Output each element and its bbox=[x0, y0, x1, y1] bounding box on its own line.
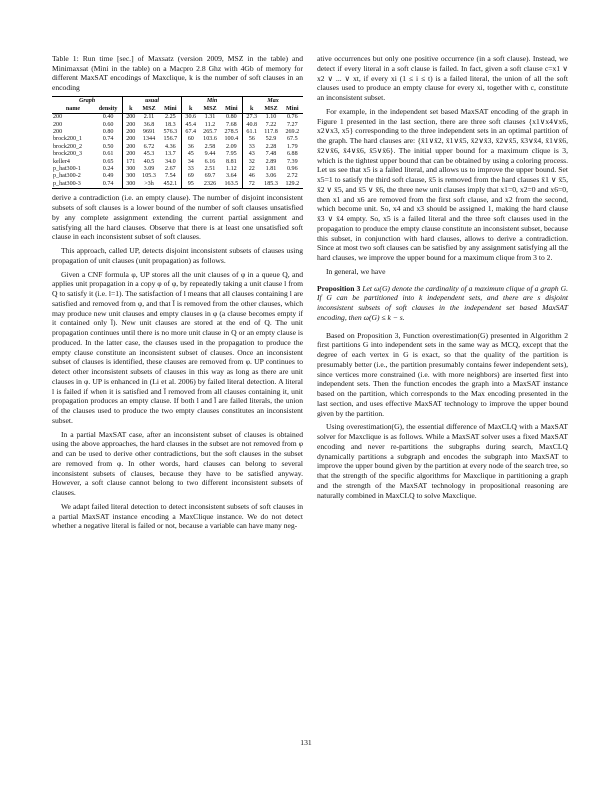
table-cell: 11.2 bbox=[204, 121, 216, 128]
table-cell: 36.8 bbox=[143, 121, 155, 128]
table-cell: 7.48 bbox=[265, 151, 277, 158]
table-cell: 278.5 bbox=[221, 129, 243, 136]
group-min: Min bbox=[182, 97, 243, 106]
table-cell: 200 bbox=[126, 143, 136, 150]
left-body-text bbox=[52, 193, 303, 531]
table-cell: 2.72 bbox=[286, 173, 298, 180]
table-cell: 0.96 bbox=[286, 166, 298, 173]
table-cell: 0.80 bbox=[221, 114, 243, 122]
table-cell: 1.12 bbox=[221, 166, 243, 173]
table-cell: 0.50 bbox=[94, 144, 123, 151]
table-cell: 163.5 bbox=[221, 181, 243, 189]
table-row bbox=[52, 129, 303, 136]
table-caption: Table 1: Run time [sec.] of Maxsatz (version 2009, MSZ in the table) and Minimaxsat (Mini in the table) on a Macpro 2.8 Ghz with 4Gb of memory for different MaxSAT encodings of Maxclique, k is the number of soft clauses in an encoding bbox=[52, 54, 303, 92]
table-cell: 7.54 bbox=[160, 173, 182, 180]
table-cell: 34 bbox=[187, 158, 194, 165]
table-cell: 27.3 bbox=[246, 114, 258, 121]
table-cell: 200 bbox=[53, 121, 63, 128]
table-cell: 300 bbox=[126, 173, 136, 180]
table-row bbox=[52, 122, 303, 129]
table-cell: 2326 bbox=[199, 181, 220, 189]
table-cell: p_hat300-2 bbox=[53, 173, 81, 180]
paragraph: In a partial MaxSAT case, after an inconsistent subset of clauses is obtained using the above approaches, the hard clauses in the subset are not removed from φ and can be used to derive other contradictions, but the soft clauses in the subset are removed from φ. In other words, hard clauses can belong to several inconsistent subsets of clauses, because they have to be satisfied anyway. However, a soft clause cannot belong to two different inconsistent subsets of clauses. bbox=[52, 429, 303, 497]
right-body-text bbox=[317, 54, 568, 277]
table-cell: 33 bbox=[248, 143, 255, 150]
table-cell: 40.5 bbox=[143, 158, 155, 165]
table-cell: 0.65 bbox=[94, 159, 123, 166]
table-cell: 1.31 bbox=[204, 114, 216, 121]
paragraph: For example, in the independent set based MaxSAT encoding of the graph in Figure 1 presented in the last section, there are three soft clauses {x1∨x4∨x6, x2∨x3, x5} corresponding to the three independent sets in an optimal partition of the graph. The hard clauses are: {x̄1∨x̄2, x̄1∨x̄5, x̄2∨x̄3, x̄2∨x̄5, x̄3∨x̄4, x̄1∨x̄6, x̄2∨x̄6, x̄4∨x̄6, x̄5∨x̄6}. The initial upper bound for a maximum clique is 3, which is the tightest upper bound that can be obtained by using a coloring process. Let us see that x5 is a failed literal, and allows us to improve the upper bound. Set x5=1 to satisfy the third soft clause, x̄5 is removed from the hard clauses x̄1 ∨ x̄5, x̄2 ∨ x̄5, and x̄5 ∨ x̄6, the three new unit clauses imply that x1=0, x2=0 and x6=0, then x1 and x6 are removed from the first soft clause, and x2 from the second, which become unit. So, x4 and x3 should be assigned 1, making the hard clause x̄3 ∨ x̄4 empty. So, x5 is a failed literal and the three soft clauses used in the propagation to produce the empty clause constitute an inconsistent subset, because this subset, in conjunction with hard clauses, allows to derive a contradiction. Since at most two soft clauses can be satisfied by any assignment satisfying all the hard clauses, we improve the upper bound for a maximum clique from 3 to 2. bbox=[317, 106, 568, 262]
col-msz: MSZ bbox=[260, 106, 281, 114]
table-cell: 300 bbox=[126, 166, 136, 173]
table-row bbox=[52, 144, 303, 151]
table-cell: 22 bbox=[248, 166, 255, 173]
table-cell: 4.36 bbox=[160, 144, 182, 151]
table-cell: 60 bbox=[187, 136, 194, 143]
table-cell: 1.79 bbox=[286, 143, 298, 150]
paragraph: Based on Proposition 3, Function overestimation(G) presented in Algorithm 2 first partitions G into independent sets in the same way as MCQ, except that the degree of each vertex in G is exact, so that the quality of the partition is presumably better (i.e., the partition presumably contains fewer independent sets), since vertices more constrained (i.e. with more neighbors) are inserted first into independent sets. Then the function encodes the graph into a MaxSAT instance based on the partition, which corresponds to the Max encoding presented in the last section, and uses effective MaxSAT technology to improve the upper bound given by the partition. bbox=[317, 330, 568, 418]
table-cell: 95 bbox=[182, 181, 200, 189]
table-cell: brock200_2 bbox=[53, 143, 83, 150]
col-density: density bbox=[94, 106, 123, 114]
table-cell: 2.25 bbox=[160, 114, 182, 122]
table-body bbox=[52, 114, 303, 189]
paragraph: Given a CNF formula φ, UP stores all the unit clauses of φ in a queue Q, and applies unit propagation in a copy φ of φ, by repeatedly taking a unit clause l from Q to satisfy it (i.e. l=1). The satisfaction of l means that all clauses containing l are satisfied and removed from φ, and that l̄ is removed from the other clauses, which may produce new unit clauses and empty clauses in φ (a clause becomes empty if it contained only l̄). New unit clauses are stored at the end of Q. The unit propagation continues until there is no more unit clause in Q or an empty clause is produced. In the latter case, the clauses used in the propagation to produce the empty clause constitute an inconsistent subset of clauses. Once an inconsistent subset of clauses is identified, these clauses are removed from φ. UP continues to detect other inconsistent subsets of clauses in this way as long as there are unit clauses in φ. UP is enhanced in (Li et al. 2006) by failed literal detection. A literal l is failed if when it is satisfied and l̄ removed from all clauses containing it, unit propagation produces an empty clause. If both l and l̄ are failed literals, the union of the clauses used to produce the two empty clauses constitutes an inconsistent subset. bbox=[52, 269, 303, 425]
table-cell: 0.24 bbox=[94, 166, 123, 173]
table-cell: p_hat300-3 bbox=[52, 181, 94, 189]
table-cell: keller4 bbox=[53, 158, 70, 165]
table-cell: 156.7 bbox=[160, 136, 182, 143]
table-cell: 9.44 bbox=[204, 151, 216, 158]
table-cell: 185.3 bbox=[260, 181, 281, 189]
table-cell: 6.88 bbox=[286, 151, 298, 158]
table-cell: 1.81 bbox=[265, 166, 277, 173]
results-table bbox=[52, 96, 303, 189]
group-max: Max bbox=[243, 97, 303, 106]
paragraph: In general, we have bbox=[326, 266, 386, 276]
right-column bbox=[317, 54, 568, 504]
table-cell: 0.74 bbox=[94, 136, 123, 143]
table-cell: 200 bbox=[126, 114, 136, 121]
table-cell: 61.1 bbox=[246, 129, 258, 135]
table-cell: 52.9 bbox=[265, 136, 277, 143]
col-msz: MSZ bbox=[138, 106, 159, 114]
table-cell: 7.22 bbox=[265, 121, 277, 128]
table-cell: >3h bbox=[138, 181, 159, 189]
paragraph: Using overestimation(G), the essential difference of MaxCLQ with a MaxSAT solver for Maxclique is as follows. While a MaxSAT solver uses a fixed MaxSAT encoding and never re-partitions the subgraphs during search, MaxCLQ dynamically partitions a subgraph and encodes the subgraph into MaxSAT to improve the upper bound given by the partition at every node of the search tree, so that the strength of the specific algorithms for Maxclique in partitioning a graph and the strength of the MaxSAT technology in propositional reasoning are naturally combined in MaxCLQ to solve Maxclique. bbox=[317, 422, 568, 500]
table-cell: 36 bbox=[187, 143, 194, 150]
table-cell: 3.06 bbox=[265, 173, 277, 180]
table-cell: 34.0 bbox=[160, 159, 182, 166]
table-cell: 200 bbox=[126, 129, 136, 135]
col-mini: Mini bbox=[160, 106, 182, 114]
table-cell: 200 bbox=[126, 121, 136, 128]
paragraph: derive a contradiction (i.e. an empty clause). The number of disjoint inconsistent subsets of soft clauses is a lower bound of the number of soft clauses unsatisfied by any complete assignment extending the current partial assignment and satisfying all the hard clauses. Observe that there is at least one unsatisfied soft clause in each inconsistent subset of soft clauses. bbox=[52, 193, 303, 242]
table-cell: 265.7 bbox=[203, 129, 217, 135]
group-graph: Graph bbox=[52, 97, 123, 106]
table-cell: 105.3 bbox=[142, 173, 156, 180]
table-row bbox=[52, 166, 303, 173]
table-cell: 7.27 bbox=[286, 121, 298, 128]
table-row bbox=[52, 136, 303, 143]
table-cell: 6.16 bbox=[204, 158, 216, 165]
table-cell: 129.2 bbox=[282, 181, 303, 189]
table-cell: 45.4 bbox=[185, 121, 197, 128]
table-column-header bbox=[52, 106, 303, 114]
table-cell: 18.3 bbox=[160, 122, 182, 129]
proposition-text: Let ω(G) denote the cardinality of a maximum clique of a graph G. If G can be partitioned into k independent sets, and there are s disjoint inconsistent subsets of soft clauses in the independent set based MaxSAT encoding, then ω(G) ≤ k − s. bbox=[317, 283, 568, 322]
proposition-3 bbox=[317, 284, 568, 323]
col-mini: Mini bbox=[221, 106, 243, 114]
table-cell: 72 bbox=[243, 181, 261, 189]
table-cell: 103.6 bbox=[203, 136, 217, 143]
col-k: k bbox=[182, 106, 200, 114]
table-cell: 300 bbox=[123, 181, 139, 189]
table-cell: brock200_3 bbox=[53, 151, 83, 158]
table-cell: 0.74 bbox=[94, 181, 123, 189]
page-number: 131 bbox=[300, 738, 312, 747]
table-cell: 69 bbox=[187, 173, 194, 180]
table-cell: 67.5 bbox=[286, 136, 298, 143]
proposition-label: Proposition 3 bbox=[317, 283, 361, 293]
table-cell: 30.6 bbox=[185, 114, 197, 121]
right-body-text-continued bbox=[317, 331, 568, 501]
table-cell: 2.28 bbox=[265, 143, 277, 150]
table-cell: 69.7 bbox=[204, 173, 216, 180]
table-cell: 100.4 bbox=[221, 136, 243, 143]
table-cell: 200 bbox=[53, 129, 63, 135]
table-cell: 200 bbox=[126, 136, 136, 143]
paragraph: This approach, called UP, detects disjoint inconsistent subsets of clauses using propagation of unit clauses (unit propagation) as follows. bbox=[52, 246, 303, 265]
table-cell: 0.60 bbox=[94, 122, 123, 129]
table-row bbox=[52, 181, 303, 189]
group-usual: usual bbox=[123, 97, 182, 106]
table-group-header bbox=[52, 97, 303, 106]
table-cell: 3.09 bbox=[143, 166, 155, 173]
table-cell: 2.51 bbox=[204, 166, 216, 173]
table-cell: 8.81 bbox=[221, 159, 243, 166]
table-cell: 67.4 bbox=[185, 129, 197, 135]
table-cell: 45.3 bbox=[143, 151, 155, 158]
table-cell: 2.89 bbox=[265, 158, 277, 165]
table-cell: 9691 bbox=[142, 129, 156, 135]
table-cell: 7.39 bbox=[286, 158, 298, 165]
table-cell: 0.40 bbox=[94, 114, 123, 122]
table-cell: 1.10 bbox=[265, 114, 277, 121]
col-k: k bbox=[123, 106, 139, 114]
table-cell: 452.1 bbox=[160, 181, 182, 189]
table-row bbox=[52, 173, 303, 180]
table-cell: 46 bbox=[248, 173, 255, 180]
table-cell: 0.61 bbox=[94, 151, 123, 158]
table-cell: 2.11 bbox=[143, 114, 155, 121]
table-row bbox=[52, 151, 303, 158]
table-cell: 2.58 bbox=[204, 143, 216, 150]
table-cell: 200 bbox=[126, 151, 136, 158]
table-row bbox=[52, 159, 303, 166]
left-column bbox=[52, 54, 303, 535]
table-cell: 117.8 bbox=[264, 129, 278, 135]
paragraph: We adapt failed literal detection to detect inconsistent subsets of soft clauses in a partial MaxSAT instance encoding a MaxClique instance. We do not detect whether a negative literal is failed or not, because a variable can have many neg- bbox=[52, 501, 303, 531]
table-cell: 0.76 bbox=[286, 114, 298, 121]
table-cell: 576.3 bbox=[160, 129, 182, 136]
table-cell: 32 bbox=[248, 158, 255, 165]
table-cell: 0.80 bbox=[94, 129, 123, 136]
table-cell: 45 bbox=[187, 151, 194, 158]
table-cell: 3.64 bbox=[221, 173, 243, 180]
table-cell: 33 bbox=[187, 166, 194, 173]
table-row bbox=[52, 114, 303, 122]
table-cell: 2.09 bbox=[221, 144, 243, 151]
table-cell: 1344 bbox=[142, 136, 156, 143]
table-cell: 7.68 bbox=[221, 122, 243, 129]
table-cell: brock200_1 bbox=[53, 136, 83, 143]
table-cell: 13.7 bbox=[160, 151, 182, 158]
col-name: name bbox=[52, 106, 94, 114]
table-cell: 2.67 bbox=[160, 166, 182, 173]
col-msz: MSZ bbox=[199, 106, 220, 114]
table-cell: 7.95 bbox=[221, 151, 243, 158]
table-cell: 0.49 bbox=[94, 173, 123, 180]
table-cell: 56 bbox=[248, 136, 255, 143]
table-cell: 6.72 bbox=[143, 143, 155, 150]
table-cell: 171 bbox=[126, 158, 136, 165]
paragraph: ative occurrences but only one positive occurrence (in a soft clause). Instead, we detect if every literal in a soft clause is failed. In fact, given a soft clause c=x1 ∨ x2 ∨ ... ∨ xt, if every xi (1 ≤ i ≤ t) is a failed literal, the union of all the soft clauses used to produce an empty clause for every xi, together with c, constitute an inconsistent subset. bbox=[317, 54, 568, 102]
table-cell: 269.2 bbox=[285, 129, 300, 135]
col-mini: Mini bbox=[282, 106, 303, 114]
table-cell: p_hat300-1 bbox=[53, 166, 81, 173]
col-k: k bbox=[243, 106, 261, 114]
table-cell: 40.8 bbox=[246, 121, 258, 128]
table-cell: 43 bbox=[248, 151, 255, 158]
table-cell: 200 bbox=[53, 114, 63, 121]
